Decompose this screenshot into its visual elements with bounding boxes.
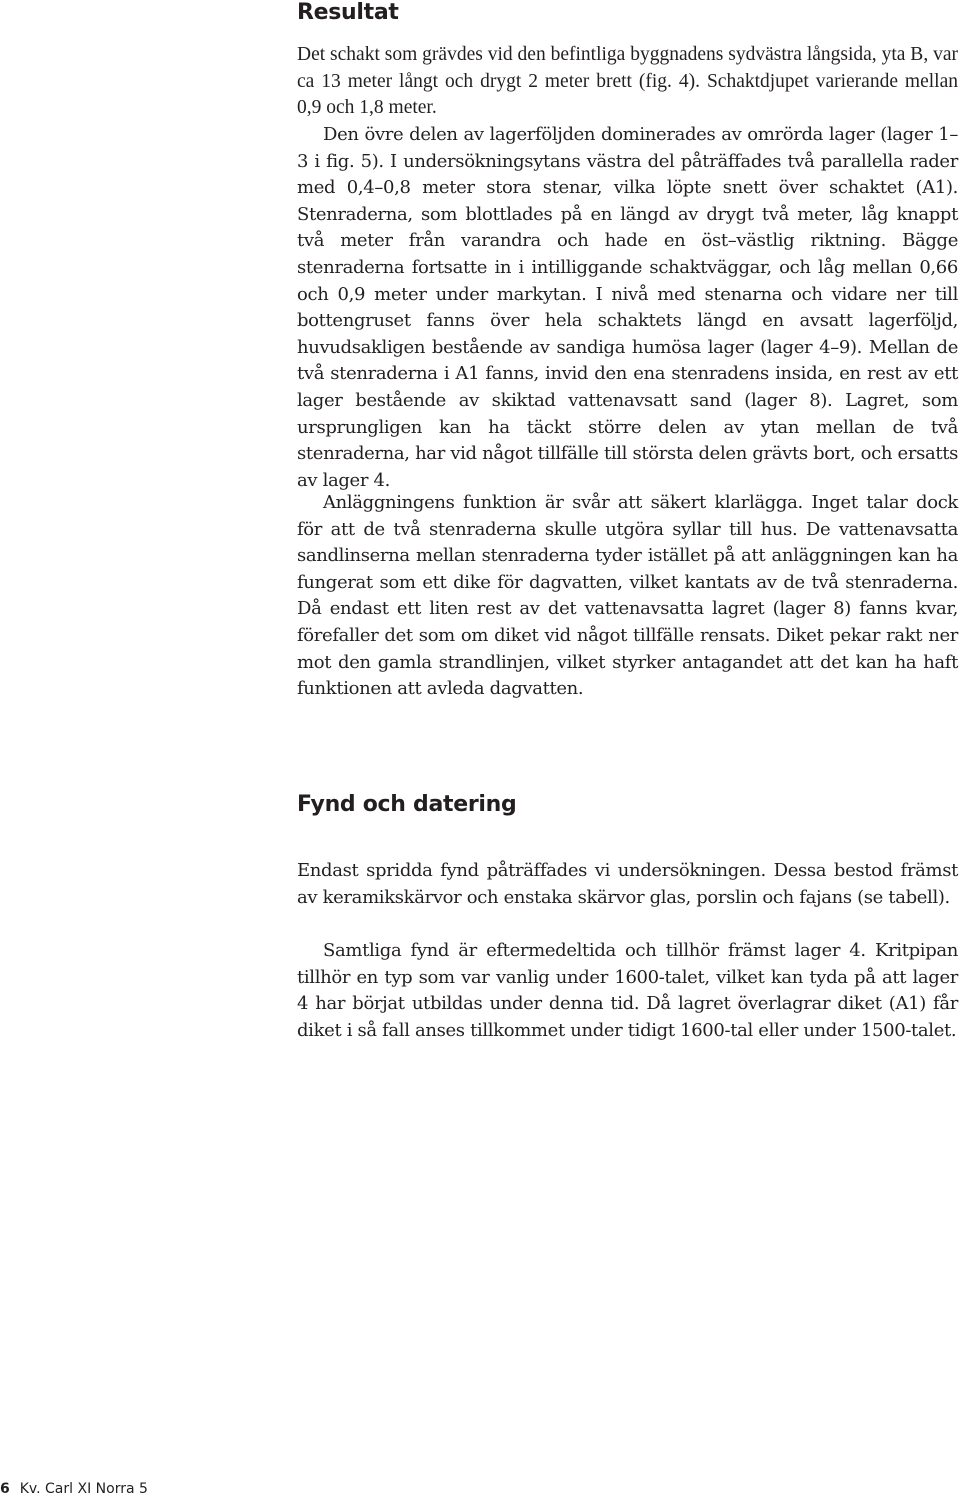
section-heading-resultat: Resultat [297, 0, 399, 25]
paragraph: Endast spridda fynd påträffades vi undersökningen. Dessa bestod främst av keramikskärvor och enstaka skärvor glas, porslin och fajans (se tabell). [297, 860, 958, 908]
paragraph: Den övre delen av lagerföljden dominerades av omrörda lager (lager 1–3 i fig. 5). I undersökningsytans västra del påträffades två parallella rader med 0,4–0,8 meter stora stenar, vilka löpte snett över schaktet (A1). Stenraderna, som blottlades på en längd av drygt två meter, låg knappt två meter från varandra och hade en öst–västlig riktning. Bägge stenraderna fortsatte in i intilliggande schaktväggar, och låg mellan 0,66 och 0,9 meter under markytan. I nivå med stenarna och vidare ner till bottengruset fanns över hela schaktets längd en avsatt lagerföljd, huvudsakligen bestående av sandiga humösa lager (lager 4–9). Mellan de två stenraderna i A1 fanns, invid den ena stenradens insida, en rest av ett lager bestående av skiktad vattenavsatt sand (lager 8). Lagret, som ursprungligen kan ha täckt större delen av ytan mellan de två stenraderna, har vid något tillfälle till största delen grävts bort, och ersatts av lager 4. [297, 124, 958, 491]
page-footer [0, 1481, 148, 1497]
page-number: 6 [0, 1481, 10, 1497]
paragraph: Det schakt som grävdes vid den befintliga byggnadens sydvästra långsida, yta B, var ca 13 meter långt och drygt 2 meter brett (fig. 4). Schaktdjupet varierande mellan 0,9 och 1,8 meter. [297, 44, 958, 119]
paragraph: Samtliga fynd är eftermedeltida och tillhör främst lager 4. Kritpipan tillhör en typ som var vanlig under 1600-talet, vilket kan tyda på att lager 4 har börjat utbildas under denna tid. Då lagret överlagrar diket (A1) får diket i så fall anses tillkommet under tidigt 1600-tal eller under 1500-talet. [297, 940, 958, 1041]
running-title: Kv. Carl XI Norra 5 [19, 1481, 148, 1497]
paragraph: Anläggningens funktion är svår att säkert klarlägga. Inget talar dock för att de två stenraderna skulle utgöra syllar till hus. De vattenavsatta sandlinserna mellan stenraderna tyder istället på att anläggningen kan ha fungerat som ett dike för dagvatten, vilket kantats av de två stenraderna. Då endast ett liten rest av det vattenavsatta lagret (lager 8) fanns kvar, förefaller det som om diket vid något tillfälle rensats. Diket pekar rakt ner mot den gamla strandlinjen, vilket styrker antagandet att det kan ha haft funktionen att avleda dagvatten. [297, 492, 958, 700]
section-heading-fynd-och-datering: Fynd och datering [297, 792, 517, 817]
